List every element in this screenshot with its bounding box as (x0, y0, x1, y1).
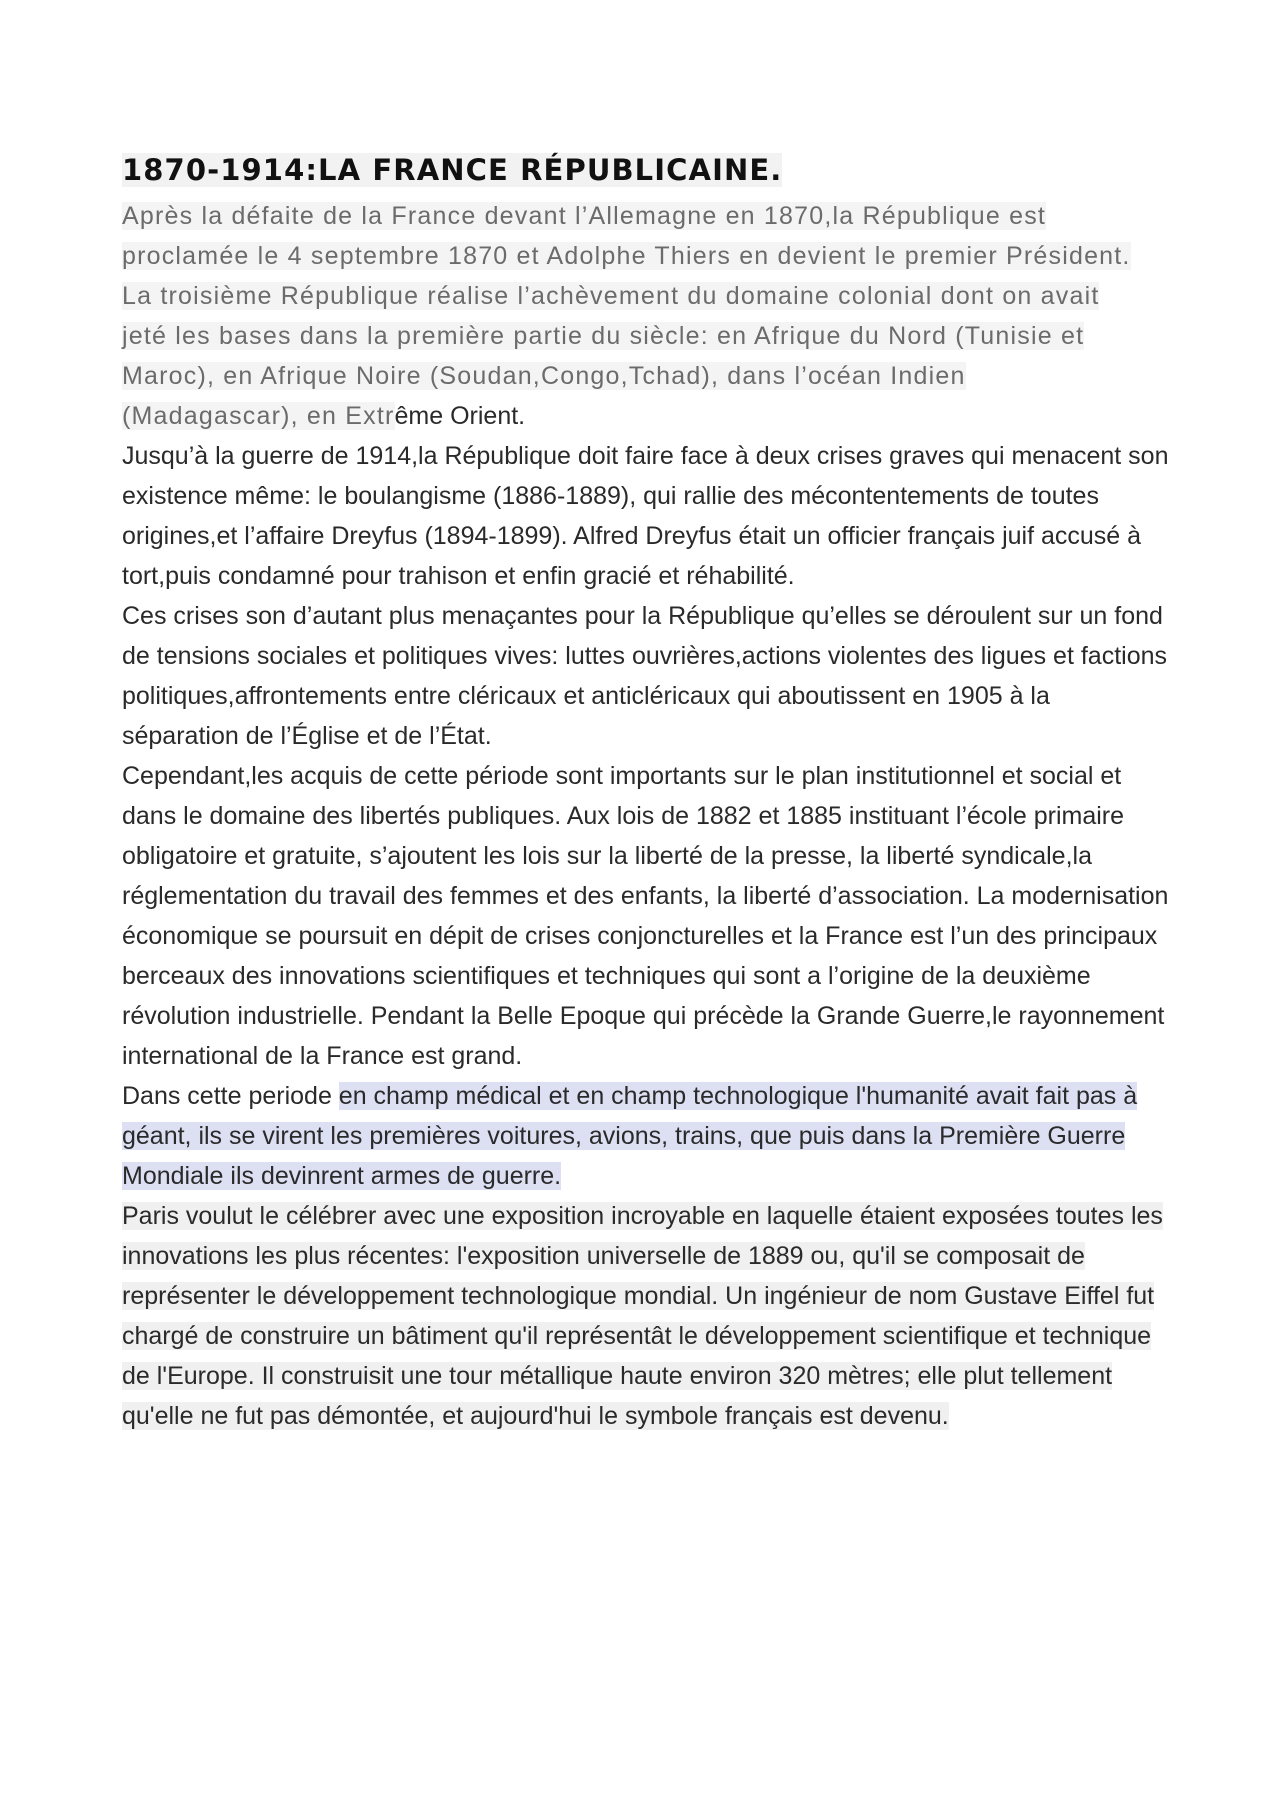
text-line: de tensions sociales et politiques vives: luttes ouvrières,actions violentes des ligues et factions (122, 642, 1168, 670)
document-body (122, 150, 1172, 1436)
text-line: tort,puis condamné pour trahison et enfin gracié et réhabilité. (122, 562, 795, 590)
highlighted-text: géant, ils se virent les premières voitures, avions, trains, que puis dans la Première Guerre (122, 1122, 1126, 1150)
text-line: politiques,affrontements entre cléricaux et anticléricaux qui aboutissent en 1905 à la (122, 682, 1050, 710)
text-line: Après la défaite de la France devant l’Allemagne en 1870,la République est (122, 202, 1047, 230)
text-line: économique se poursuit en dépit de crises conjoncturelles et la France est l’un des principaux (122, 922, 1158, 950)
text-line: existence même: le boulangisme (1886-1889), qui rallie des mécontentements de toutes (122, 482, 1099, 510)
text-line: international de la France est grand. (122, 1042, 523, 1070)
highlighted-text: en champ médical et en champ technologique l'humanité avait fait pas à (338, 1082, 1138, 1110)
highlighted-text: chargé de construire un bâtiment qu'il représentât le développement scientifique et technique (122, 1322, 1152, 1350)
highlighted-text: Paris voulut le célébrer avec une exposition incroyable en laquelle étaient exposées toutes les (122, 1202, 1163, 1230)
text-line: ême Orient. (394, 402, 526, 430)
highlighted-text: Mondiale ils devinrent armes de guerre. (122, 1162, 562, 1190)
text-line: (Madagascar), en Extr (122, 402, 395, 430)
highlighted-text: de l'Europe. Il construisit une tour métallique haute environ 320 mètres; elle plut tellement (122, 1362, 1113, 1390)
text-line: révolution industrielle. Pendant la Belle Epoque qui précède la Grande Guerre,le rayonnement (122, 1002, 1165, 1030)
text-line: obligatoire et gratuite, s’ajoutent les lois sur la liberté de la presse, la liberté syndicale,la (122, 842, 1092, 870)
paragraph-acquis (122, 756, 1172, 1076)
text-line: jeté les bases dans la première partie du siècle: en Afrique du Nord (Tunisie et (122, 322, 1085, 350)
text-line: Cependant,les acquis de cette période sont importants sur le plan institutionnel et social et (122, 762, 1122, 790)
paragraph-crises (122, 436, 1172, 596)
text-line: proclamée le 4 septembre 1870 et Adolphe Thiers en devient le premier Président. (122, 242, 1131, 270)
highlighted-text: qu'elle ne fut pas démontée, et aujourd'hui le symbole français est devenu. (122, 1402, 949, 1430)
paragraph-tensions (122, 596, 1172, 756)
highlighted-text: représenter le développement technologique mondial. Un ingénieur de nom Gustave Eiffel fut (122, 1282, 1155, 1310)
paragraph-exposition (122, 1196, 1172, 1436)
highlighted-text: innovations les plus récentes: l'exposition universelle de 1889 ou, qu'il se composait de (122, 1242, 1085, 1270)
paragraph-periode (122, 1076, 1172, 1196)
text-line: berceaux des innovations scientifiques et techniques qui sont a l’origine de la deuxième (122, 962, 1091, 990)
text-line: Dans cette periode (122, 1082, 339, 1110)
paragraph-intro (122, 196, 1172, 436)
text-line: origines,et l’affaire Dreyfus (1894-1899). Alfred Dreyfus était un officier français juif accusé à (122, 522, 1142, 550)
text-line: séparation de l’Église et de l’État. (122, 722, 492, 750)
text-line: La troisième République réalise l’achèvement du domaine colonial dont on avait (122, 282, 1100, 310)
text-line: réglementation du travail des femmes et des enfants, la liberté d’association. La modernisation (122, 882, 1169, 910)
document-title: 1870-1914:LA FRANCE RÉPUBLICAINE. (122, 153, 783, 187)
text-line: Maroc), en Afrique Noire (Soudan,Congo,Tchad), dans l’océan Indien (122, 362, 966, 390)
text-line: Jusqu’à la guerre de 1914,la République doit faire face à deux crises graves qui menacent son (122, 442, 1169, 470)
text-line: dans le domaine des libertés publiques. Aux lois de 1882 et 1885 instituant l’école primaire (122, 802, 1125, 830)
text-line: Ces crises son d’autant plus menaçantes pour la République qu’elles se déroulent sur un fond (122, 602, 1163, 630)
